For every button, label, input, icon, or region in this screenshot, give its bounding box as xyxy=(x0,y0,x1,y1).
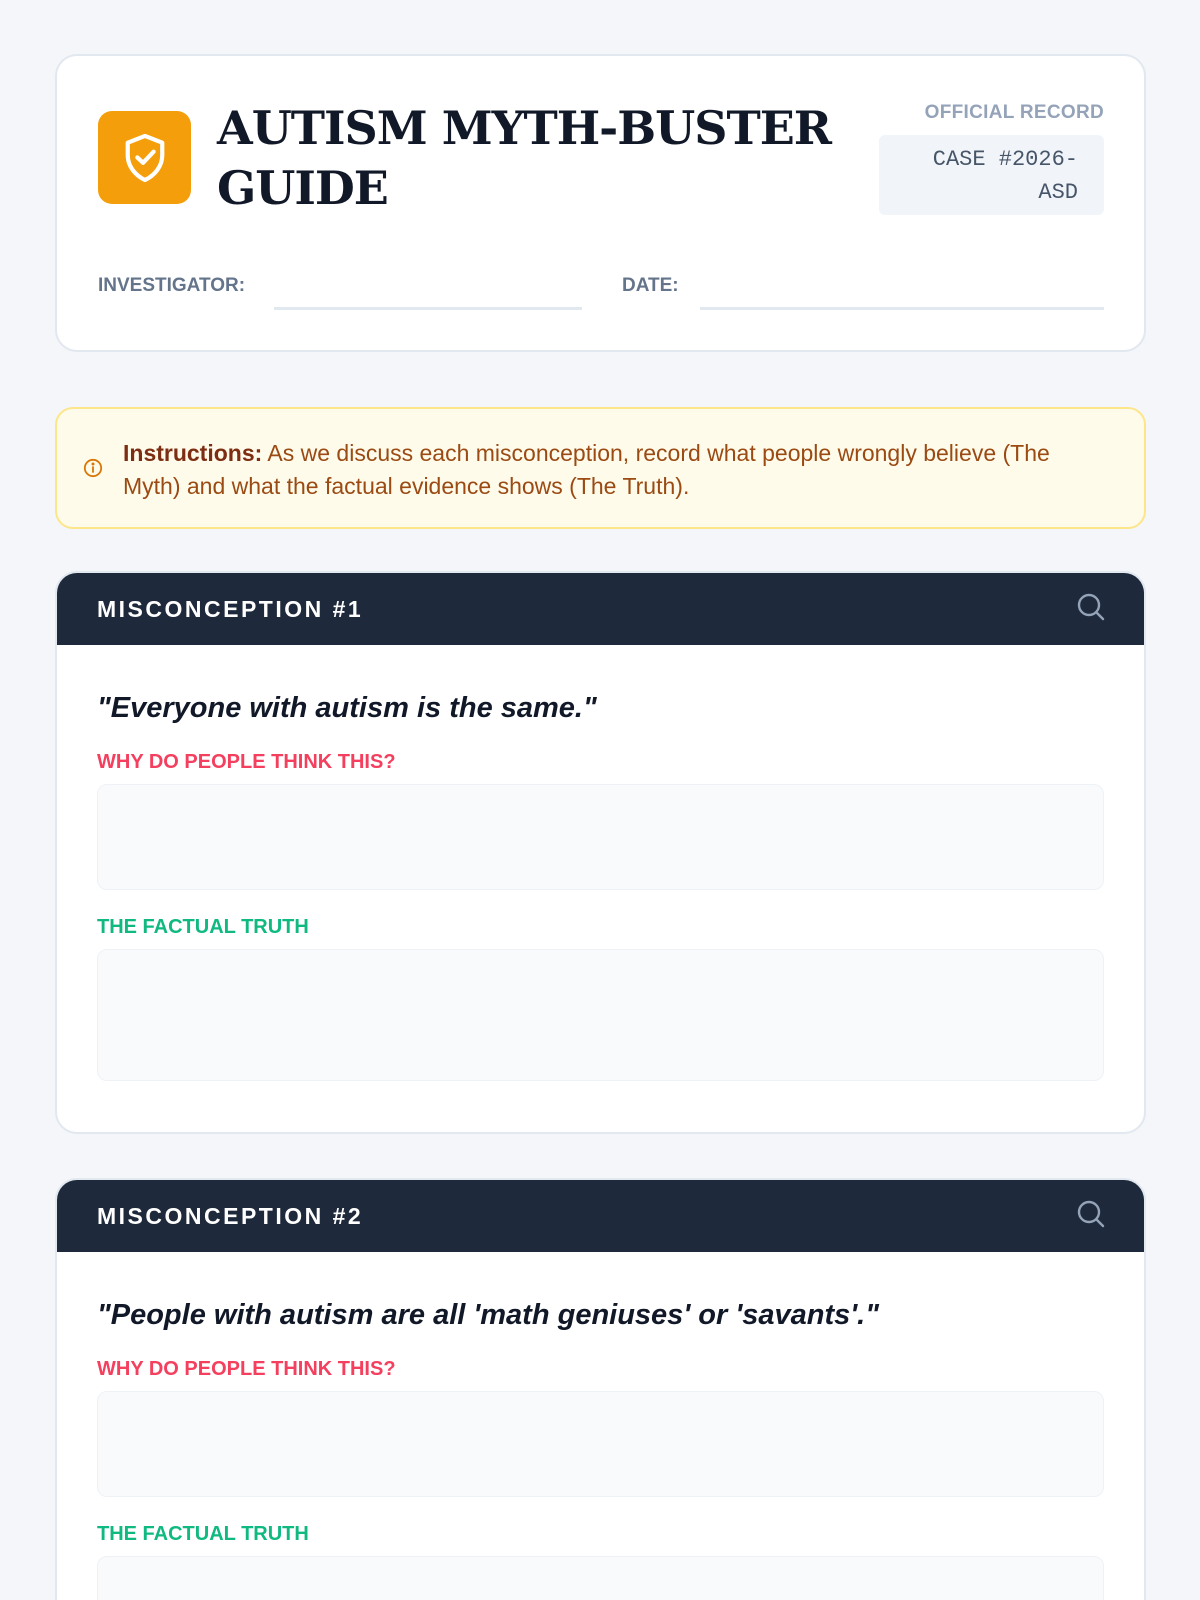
why-answer-box[interactable] xyxy=(97,784,1104,890)
why-label: WHY DO PEOPLE THINK THIS? xyxy=(97,751,396,773)
why-label: WHY DO PEOPLE THINK THIS? xyxy=(97,1358,396,1380)
instructions-lead: Instructions: xyxy=(123,440,263,466)
instructions-banner xyxy=(55,407,1146,529)
date-label: DATE: xyxy=(622,275,679,296)
shield-check-icon xyxy=(98,111,191,204)
truth-label: THE FACTUAL TRUTH xyxy=(97,916,309,938)
truth-answer-box[interactable] xyxy=(97,949,1104,1081)
misconception-header xyxy=(57,1180,1144,1252)
date-field[interactable] xyxy=(700,307,1104,310)
header-card xyxy=(55,54,1146,352)
myth-quote: "Everyone with autism is the same." xyxy=(97,692,597,724)
page-title: AUTISM MYTH-BUSTER GUIDE xyxy=(217,101,831,215)
misconception-title: MISCONCEPTION #1 xyxy=(97,595,364,622)
misconception-header xyxy=(57,573,1144,645)
case-number-badge: CASE #2026-ASD xyxy=(879,135,1104,215)
misconception-card xyxy=(55,1178,1146,1600)
misconception-title: MISCONCEPTION #2 xyxy=(97,1202,364,1229)
why-answer-box[interactable] xyxy=(97,1391,1104,1497)
instructions-text xyxy=(123,437,1113,503)
investigator-label: INVESTIGATOR: xyxy=(98,275,246,296)
myth-quote: "People with autism are all 'math geniuses' or 'savants'." xyxy=(97,1299,879,1331)
record-label: OFFICIAL RECORD xyxy=(924,102,1104,123)
truth-label: THE FACTUAL TRUTH xyxy=(97,1523,309,1545)
search-icon[interactable] xyxy=(1076,592,1106,627)
instructions-body: As we discuss each misconception, record what people wrongly believe (The Myth) and what the factual evidence shows (The Truth). xyxy=(123,440,1050,499)
truth-answer-box[interactable] xyxy=(97,1556,1104,1600)
investigator-field[interactable] xyxy=(274,307,582,310)
misconception-card xyxy=(55,571,1146,1134)
info-icon xyxy=(83,458,103,483)
search-icon[interactable] xyxy=(1076,1199,1106,1234)
